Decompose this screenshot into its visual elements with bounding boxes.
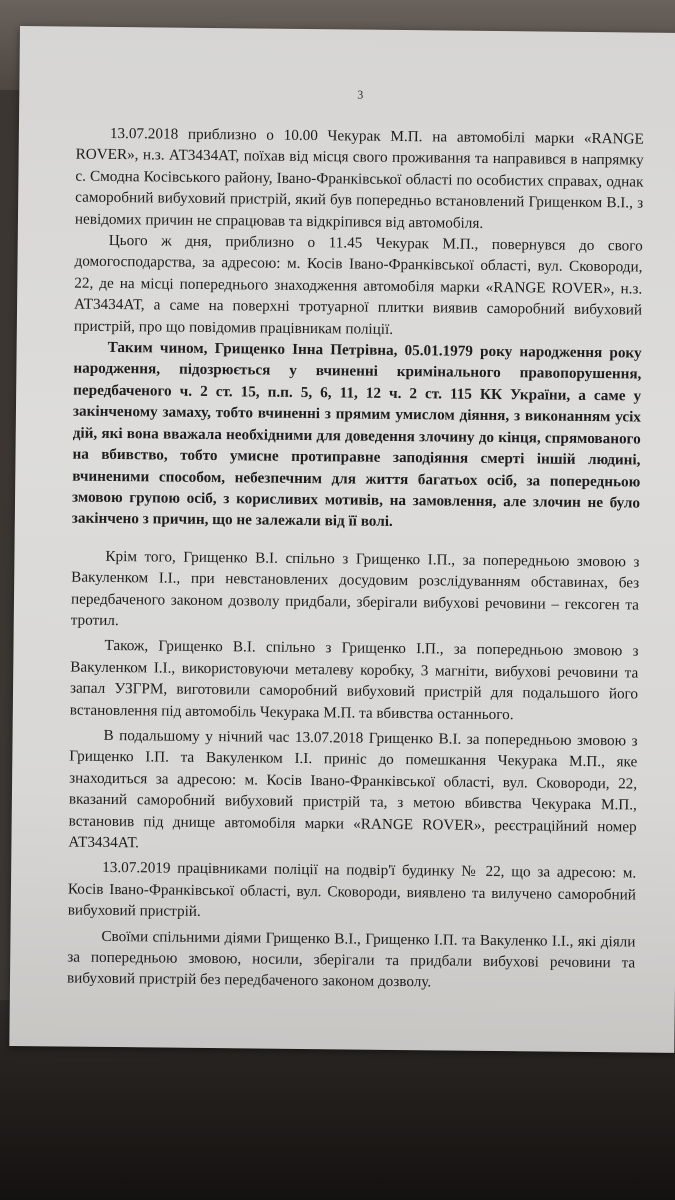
paragraph-5: Також, Грищенко В.І. спільно з Грищенко І.П., за попередньою змовою з Вакуленком І.І., використовуючи металеву коробку, 3 магніти, вибухові речовини та запал УЗГРМ, виготовили саморобний вибуховий пристрій для подальшого його встановлення під автомобіль Чекурака М.П. та вбивства останнього. bbox=[69, 637, 639, 723]
paragraph-1: 13.07.2018 приблизно о 10.00 Чекурак М.П. на автомобілі марки «RANGE ROVER», н.з. АТ3434АТ, поїхав від місця свого проживання та направився в напрямку с. Смодна Косівського району, Івано-Франківської області по особистих справах, однак саморобний вибуховий пристрій, який був попередньо встановлений Грищенком В.І., з невідомих причин не спрацював та відкріпився від автомобіля. bbox=[74, 124, 644, 232]
document-body bbox=[67, 123, 644, 996]
page-number: 3 bbox=[357, 87, 364, 102]
paragraph-6: В подальшому у нічний час 13.07.2018 Грищенко В.І. за попередньою змовою з Грищенко І.П. та Вакуленком І.І. приніс до помешкання Чекурака М.П., яке знаходиться за адресою: м. Косів Івано-Франківської області, вул. Сковороди, 22, вказаний саморобний вибуховий пристрій та, з метою вбивства Чекурака М.П., встановив під днище автомобіля марки «RANGE ROVER», реєстраційний номер АТ3434АТ. bbox=[68, 726, 638, 852]
paragraph-2: Цього ж дня, приблизно о 11.45 Чекурак М.П., повернувся до свого домогосподарства, за адресою: м. Косів Івано-Франківської області, вул. Сковороди, 22, де на місці попереднього знаходження автомобіля марки «RANGE ROVER», н.з. АТ3434АТ, а саме на поверхні тротуарної плитки виявив саморобний вибуховий пристрій, про що повідомив працівникам поліції. bbox=[73, 231, 643, 338]
paragraph-4: Крім того, Грищенко В.І. спільно з Грищенко І.П., за попередньою змовою з Вакуленком І.І., при невстановлених досудовим розслідуванням обставинах, без передбаченого законом дозволу придбали, зберігали вибухові речовини – гексоген та тротил. bbox=[70, 547, 640, 630]
paragraph-3-conclusion: Таким чином, Грищенко Інна Петрівна, 05.01.1979 року народження року народження, підозрюється у вчиненні кримінального правопорушення, передбаченого ч. 2 ст. 15, п.п. 5, 6, 11, 12 ч. 2 ст. 115 КК України, а саме у закінченому замаху, тобто вчиненні з прямим умислом діяння, з виконанням усіх дій, які вона вважала необхідними для доведення злочину до кінця, спрямованого на вбивство, тобто умисне протиправне заподіяння смерті іншій людині, вчиненими способом, небезпечним для життя багатьох осіб, за попередньою змовою групою осіб, з корисливих мотивів, на замовлення, але злочин не було закінчено з причин, що не залежали від її волі. bbox=[71, 338, 642, 531]
document-page bbox=[9, 26, 675, 1053]
paragraph-7: 13.07.2019 працівниками поліції на подвір'ї будинку № 22, що за адресою: м. Косів Івано-Франківської області, вул. Сковороди, виявлено та вилучено саморобний вибуховий пристрій. bbox=[67, 859, 637, 921]
paragraph-8: Своїми спільними діями Грищенко В.І., Грищенко І.П. та Вакуленко І.І., які діяли за попередньою змовою, носили, зберігали та придбали вибухові речовини та вибуховий пристрій без передбаченого законом дозволу. bbox=[66, 927, 636, 991]
